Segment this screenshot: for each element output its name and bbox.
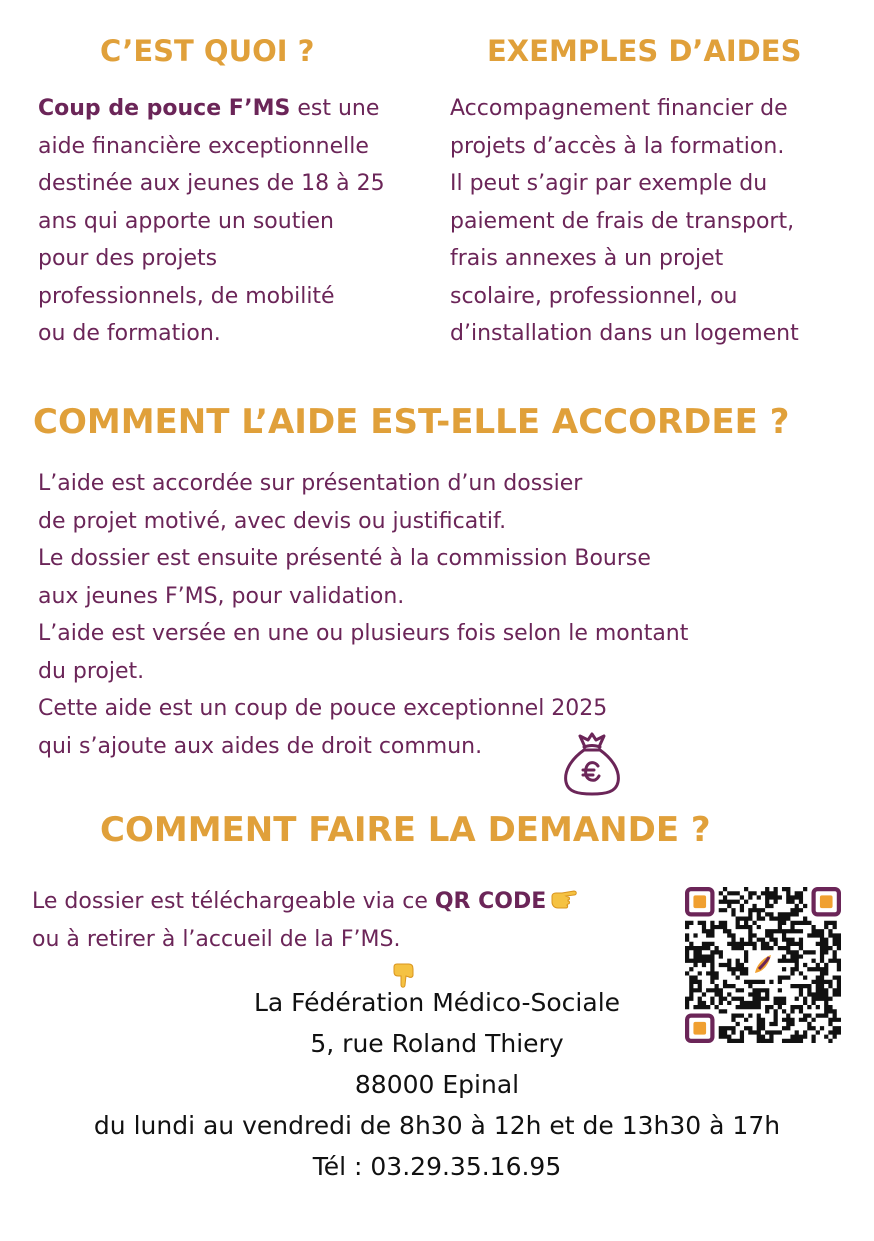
address-block — [0, 982, 874, 1187]
qr-code-label: QR CODE — [434, 889, 547, 914]
granted-line-2: Le dossier est ensuite présenté à la commission Bourse — [38, 546, 651, 571]
request-paragraph — [32, 883, 672, 958]
examples-line-2: Il peut s’agir par exemple du — [450, 171, 768, 196]
examples-line-5: scolaire, professionnel, ou — [450, 283, 738, 309]
examples-line-6: d’installation dans un logement — [450, 321, 799, 346]
what-line-3: ans qui apporte un soutien — [38, 208, 334, 234]
what-line-4: pour des projets — [38, 246, 218, 271]
program-name: Coup de pouce F’MS — [38, 96, 291, 121]
granted-line-5: du projet. — [38, 658, 145, 684]
organization-name: La Fédération Médico-Sociale — [253, 988, 621, 1017]
what-line-5: professionnels, de mobilité — [38, 283, 335, 309]
examples-line-1: projets d’accès à la formation. — [450, 133, 785, 159]
request-line-2: ou à retirer à l’accueil de la F’MS. — [32, 926, 401, 952]
examples-line-4: frais annexes à un projet — [450, 246, 724, 271]
heading-what-is-it: C’EST QUOI ? — [100, 34, 315, 68]
opening-hours: du lundi au vendredi de 8h30 à 12h et de 13h30 à 17h — [93, 1111, 781, 1140]
granted-line-4: L’aide est versée en une ou plusieurs fois selon le montant — [38, 621, 689, 646]
money-bag-euro-icon — [560, 730, 624, 796]
heading-how-granted: COMMENT L’AIDE EST-ELLE ACCORDEE ? — [33, 402, 790, 442]
granted-line-0: L’aide est accordée sur présentation d’un dossier — [38, 471, 583, 496]
phone-number: Tél : 03.29.35.16.95 — [312, 1152, 562, 1181]
what-is-it-paragraph — [38, 90, 438, 353]
what-line-6: ou de formation. — [38, 321, 221, 346]
what-line-0: est une — [290, 96, 380, 121]
pointing-right-hand-icon — [550, 887, 580, 911]
postal-city: 88000 Epinal — [354, 1070, 520, 1099]
examples-line-3: paiement de frais de transport, — [450, 208, 795, 234]
what-line-2: destinée aux jeunes de 18 à 25 — [38, 171, 385, 196]
granted-line-3: aux jeunes F’MS, pour validation. — [38, 583, 405, 609]
granted-line-6: Cette aide est un coup de pouce exceptionnel 2025 — [38, 696, 608, 721]
heading-examples: EXEMPLES D’AIDES — [487, 34, 802, 68]
examples-paragraph — [450, 90, 860, 353]
examples-line-0: Accompagnement financier de — [450, 96, 788, 121]
what-line-1: aide financière exceptionnelle — [38, 133, 369, 159]
street-address: 5, rue Roland Thiery — [310, 1029, 564, 1058]
request-line-1-prefix: Le dossier est téléchargeable via ce — [32, 889, 435, 914]
granted-paragraph — [38, 465, 828, 765]
heading-how-to-apply: COMMENT FAIRE LA DEMANDE ? — [100, 810, 711, 850]
granted-line-7: qui s’ajoute aux aides de droit commun. — [38, 733, 483, 759]
granted-line-1: de projet motivé, avec devis ou justificatif. — [38, 508, 507, 534]
